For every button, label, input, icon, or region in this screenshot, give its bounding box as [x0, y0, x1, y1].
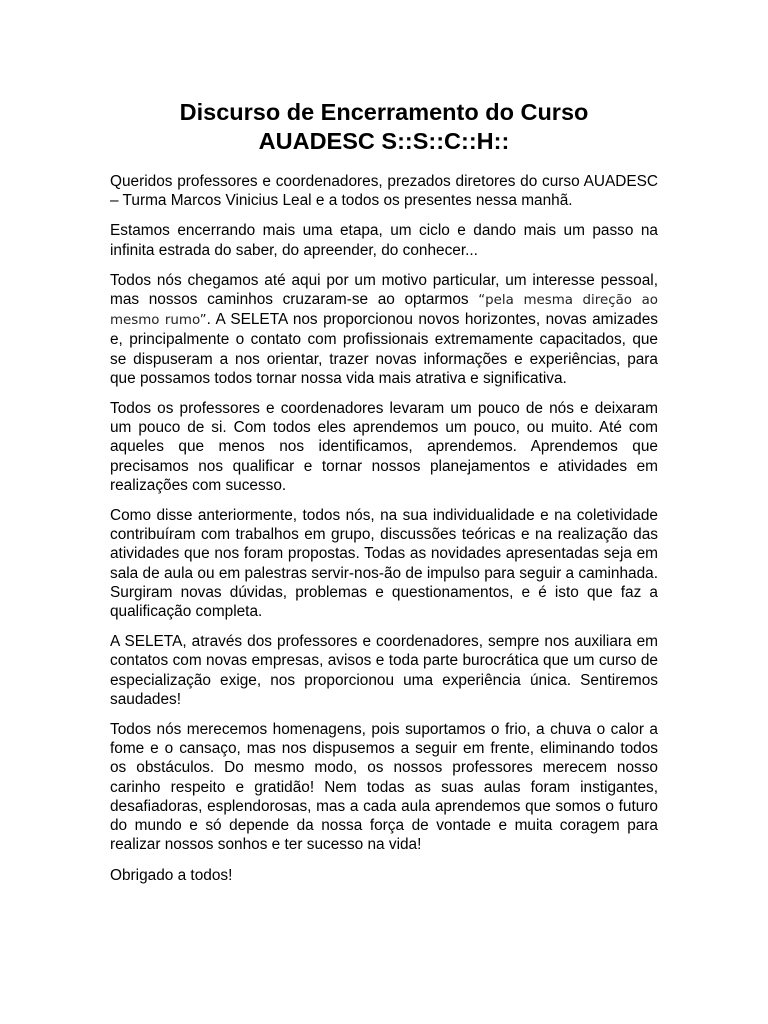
paragraph-6: A SELETA, através dos professores e coordenadores, sempre nos auxiliara em contatos com novas empresas, avisos e toda parte burocrática que um curso de especialização exige, nos proporcionou uma experiência única. Sentiremos saudades!	[110, 633, 658, 708]
paragraph-2: Estamos encerrando mais uma etapa, um ciclo e dando mais um passo na infinita estrada do saber, do apreender, do conhecer...	[110, 222, 658, 259]
paragraph-3-text-start: Todos nós chegamos até aqui por um motivo particular, um interesse pessoal, mas nossos caminhos cruzaram-se ao optarmos	[110, 271, 658, 309]
title-line-2: AUADESC S::S::C::H::	[258, 128, 510, 154]
paragraph-4: Todos os professores e coordenadores levaram um pouco de nós e deixaram um pouco de si. Com todos eles aprendemos um pouco, ou muito. Até com aqueles que menos nos identificamos, aprendemos. Aprendemos que precisamos nos qualificar e tornar nossos planejamentos e atividades em realizações com sucesso.	[110, 400, 658, 494]
paragraph-3-text-end: . A SELETA nos proporcionou novos horizontes, novas amizades e, principalmente o contato com profissionais extremamente capacitados, que se dispuseram a nos orientar, trazer novas informações e experiências, para que possamos todos tornar nossa vida mais atrativa e significativa.	[110, 311, 658, 387]
paragraph-3-quote: “pela mesma direção ao mesmo rumo”	[110, 293, 658, 329]
document-page	[110, 98, 658, 885]
closing-line: Obrigado a todos!	[110, 866, 233, 884]
paragraph-5: Como disse anteriormente, todos nós, na sua individualidade e na coletividade contribuíram com trabalhos em grupo, discussões teóricas e na realização das atividades que nos foram propostas. Todas as novidades apresentadas seja em sala de aula ou em palestras servir-nos-ão de impulso para seguir a caminhada. Surgiram novas dúvidas, problemas e questionamentos, e é isto que faz a qualificação completa.	[110, 507, 658, 621]
document-title	[110, 98, 658, 156]
paragraph-7: Todos nós merecemos homenagens, pois suportamos o frio, a chuva o calor a fome e o cansaço, mas nos dispusemos a seguir em frente, eliminando todos os obstáculos. Do mesmo modo, os nossos professores merecem nosso carinho respeito e gratidão! Nem todas as suas aulas foram instigantes, desafiadoras, esplendorosas, mas a cada aula aprendemos que somos o futuro do mundo e só depende da nossa força de vontade e muita coragem para realizar nossos sonhos e ter sucesso na vida!	[110, 721, 658, 854]
paragraph-1: Queridos professores e coordenadores, prezados diretores do curso AUADESC – Turma Marcos Vinicius Leal e a todos os presentes nessa manhã.	[110, 173, 658, 210]
title-line-1: Discurso de Encerramento do Curso	[179, 99, 589, 125]
paragraph-3	[110, 271, 658, 388]
